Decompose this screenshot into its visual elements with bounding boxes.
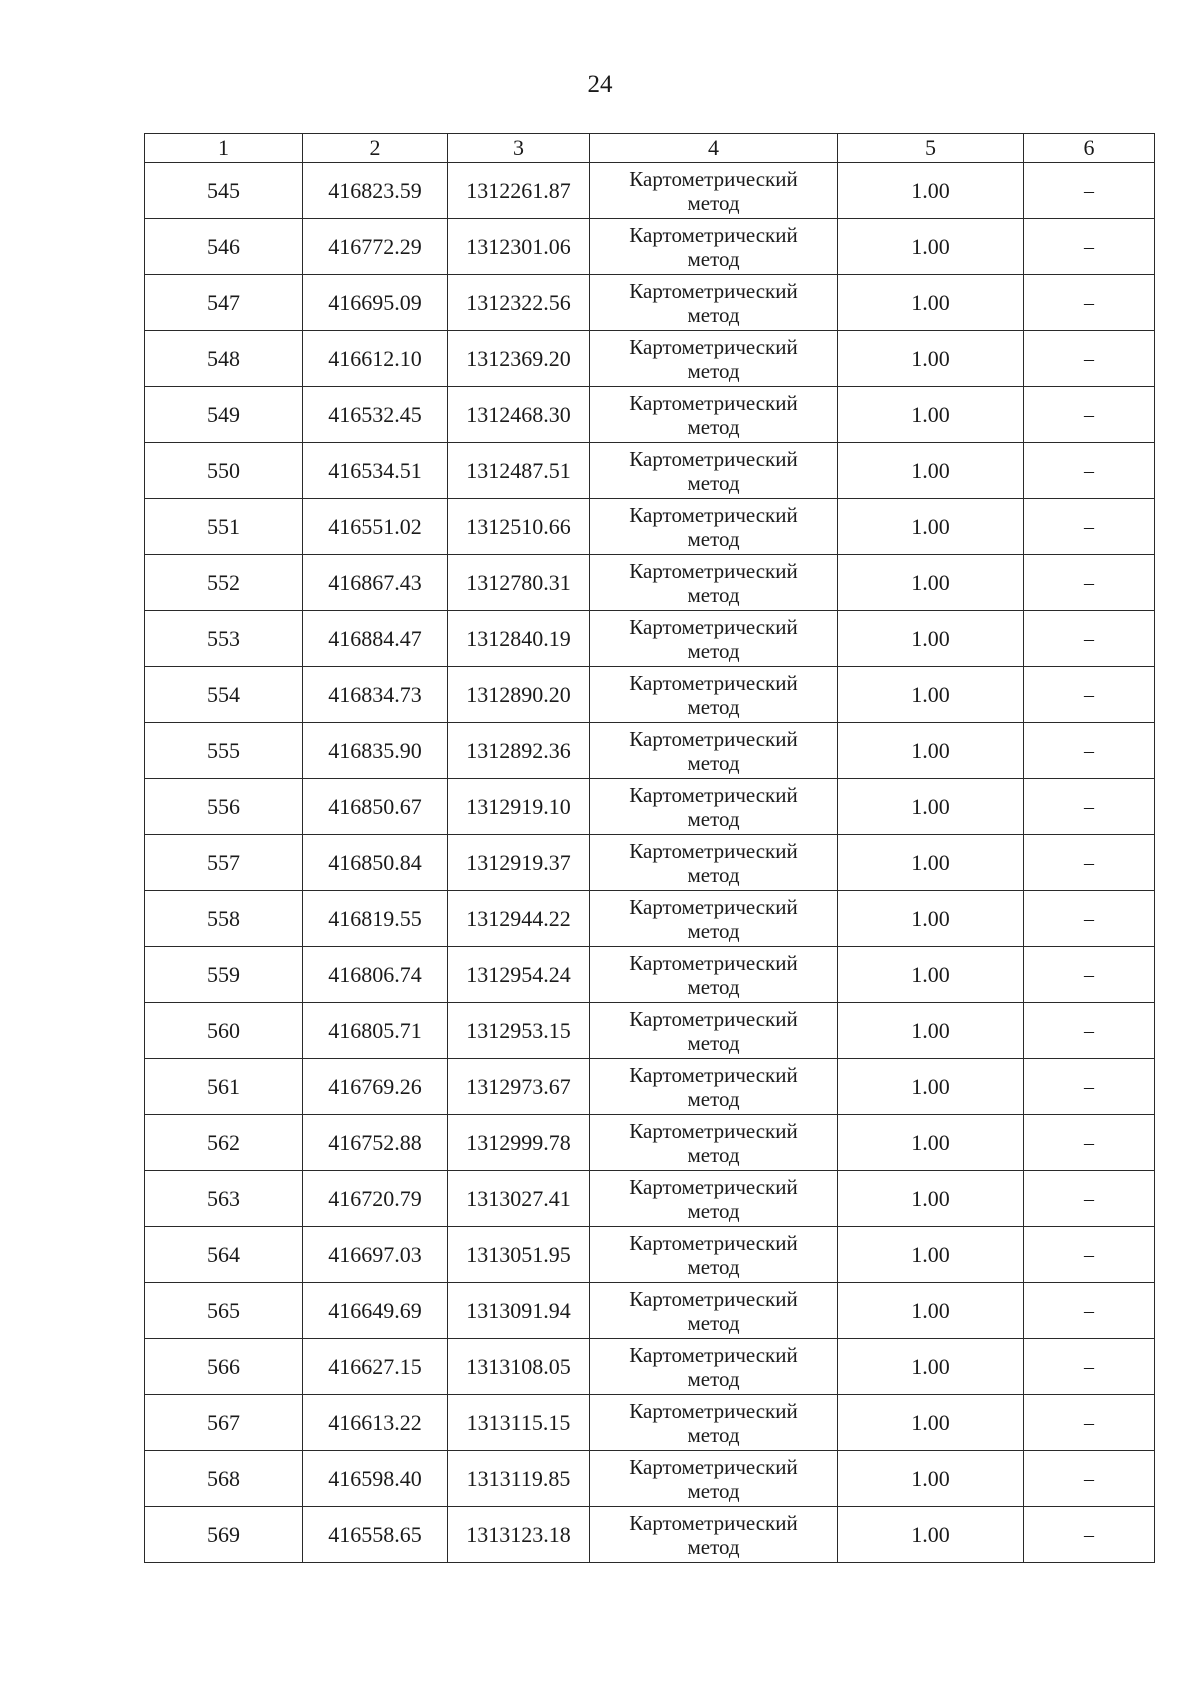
accuracy-cell: 1.00 [838,723,1024,779]
note-cell: – [1024,779,1155,835]
method-cell [590,1003,838,1059]
note-cell: – [1024,1283,1155,1339]
point-number-cell: 552 [145,555,303,611]
point-number-cell: 550 [145,443,303,499]
point-number-cell: 556 [145,779,303,835]
x-coordinate-cell: 416884.47 [303,611,448,667]
table-row [145,555,1155,611]
note-cell: – [1024,387,1155,443]
note-cell: – [1024,499,1155,555]
method-cell [590,555,838,611]
method-line-1: Картометрический [629,894,798,919]
x-coordinate-cell: 416649.69 [303,1283,448,1339]
x-coordinate-cell: 416805.71 [303,1003,448,1059]
method-cell [590,219,838,275]
method-line-1: Картометрический [629,1454,798,1479]
method-cell [590,1395,838,1451]
x-coordinate-cell: 416823.59 [303,163,448,219]
point-number-cell: 558 [145,891,303,947]
method-line-1: Картометрический [629,502,798,527]
note-cell: – [1024,1395,1155,1451]
method-line-1: Картометрический [629,558,798,583]
x-coordinate-cell: 416752.88 [303,1115,448,1171]
method-line-2: метод [687,1422,740,1447]
y-coordinate-cell: 1313119.85 [448,1451,590,1507]
point-number-cell: 560 [145,1003,303,1059]
note-cell: – [1024,1003,1155,1059]
note-cell: – [1024,443,1155,499]
accuracy-cell: 1.00 [838,331,1024,387]
y-coordinate-cell: 1313123.18 [448,1507,590,1563]
method-cell [590,331,838,387]
note-cell: – [1024,611,1155,667]
accuracy-cell: 1.00 [838,779,1024,835]
header-col-6: 6 [1024,134,1155,163]
method-line-2: метод [687,638,740,663]
method-cell [590,667,838,723]
point-number-cell: 551 [145,499,303,555]
method-line-2: метод [687,806,740,831]
method-line-1: Картометрический [629,446,798,471]
accuracy-cell: 1.00 [838,835,1024,891]
page-number: 24 [587,71,613,98]
method-cell [590,1507,838,1563]
accuracy-cell: 1.00 [838,275,1024,331]
x-coordinate-cell: 416835.90 [303,723,448,779]
accuracy-cell: 1.00 [838,891,1024,947]
method-line-2: метод [687,582,740,607]
note-cell: – [1024,1339,1155,1395]
note-cell: – [1024,947,1155,1003]
accuracy-cell: 1.00 [838,555,1024,611]
table-row [145,1283,1155,1339]
accuracy-cell: 1.00 [838,1283,1024,1339]
header-col-5: 5 [838,134,1024,163]
accuracy-cell: 1.00 [838,1115,1024,1171]
y-coordinate-cell: 1312487.51 [448,443,590,499]
accuracy-cell: 1.00 [838,1395,1024,1451]
point-number-cell: 554 [145,667,303,723]
x-coordinate-cell: 416613.22 [303,1395,448,1451]
table-row [145,1115,1155,1171]
point-number-cell: 545 [145,163,303,219]
method-cell [590,1451,838,1507]
point-number-cell: 559 [145,947,303,1003]
header-row [145,134,1155,163]
method-line-2: метод [687,470,740,495]
y-coordinate-cell: 1312840.19 [448,611,590,667]
table-row [145,387,1155,443]
table-row [145,1395,1155,1451]
table-row [145,275,1155,331]
note-cell: – [1024,219,1155,275]
method-line-2: метод [687,302,740,327]
table-header [145,134,1155,163]
point-number-cell: 548 [145,331,303,387]
x-coordinate-cell: 416551.02 [303,499,448,555]
table-row [145,1339,1155,1395]
note-cell: – [1024,163,1155,219]
y-coordinate-cell: 1312973.67 [448,1059,590,1115]
method-line-1: Картометрический [629,1398,798,1423]
method-line-2: метод [687,1142,740,1167]
x-coordinate-cell: 416769.26 [303,1059,448,1115]
method-line-1: Картометрический [629,670,798,695]
method-line-2: метод [687,526,740,551]
accuracy-cell: 1.00 [838,499,1024,555]
point-number-cell: 567 [145,1395,303,1451]
y-coordinate-cell: 1312510.66 [448,499,590,555]
method-line-1: Картометрический [629,166,798,191]
method-cell [590,1115,838,1171]
point-number-cell: 569 [145,1507,303,1563]
x-coordinate-cell: 416720.79 [303,1171,448,1227]
method-line-2: метод [687,414,740,439]
y-coordinate-cell: 1313027.41 [448,1171,590,1227]
method-line-1: Картометрический [629,278,798,303]
accuracy-cell: 1.00 [838,947,1024,1003]
note-cell: – [1024,1115,1155,1171]
method-line-1: Картометрический [629,390,798,415]
table-row [145,443,1155,499]
method-line-2: метод [687,246,740,271]
method-cell [590,443,838,499]
table-row [145,723,1155,779]
y-coordinate-cell: 1313115.15 [448,1395,590,1451]
point-number-cell: 566 [145,1339,303,1395]
y-coordinate-cell: 1312954.24 [448,947,590,1003]
x-coordinate-cell: 416806.74 [303,947,448,1003]
x-coordinate-cell: 416532.45 [303,387,448,443]
method-line-2: метод [687,1086,740,1111]
method-line-2: метод [687,358,740,383]
y-coordinate-cell: 1312322.56 [448,275,590,331]
point-number-cell: 563 [145,1171,303,1227]
table-row [145,1003,1155,1059]
x-coordinate-cell: 416850.67 [303,779,448,835]
method-line-1: Картометрический [629,1006,798,1031]
method-cell [590,499,838,555]
point-number-cell: 565 [145,1283,303,1339]
method-cell [590,1283,838,1339]
x-coordinate-cell: 416772.29 [303,219,448,275]
method-line-2: метод [687,1534,740,1559]
method-line-1: Картометрический [629,1286,798,1311]
method-line-2: метод [687,1198,740,1223]
header-col-2: 2 [303,134,448,163]
y-coordinate-cell: 1312369.20 [448,331,590,387]
table-row [145,163,1155,219]
x-coordinate-cell: 416867.43 [303,555,448,611]
accuracy-cell: 1.00 [838,1003,1024,1059]
x-coordinate-cell: 416834.73 [303,667,448,723]
point-number-cell: 546 [145,219,303,275]
method-line-1: Картометрический [629,222,798,247]
y-coordinate-cell: 1312890.20 [448,667,590,723]
y-coordinate-cell: 1312261.87 [448,163,590,219]
method-cell [590,1227,838,1283]
method-line-2: метод [687,1030,740,1055]
x-coordinate-cell: 416534.51 [303,443,448,499]
accuracy-cell: 1.00 [838,1451,1024,1507]
method-cell [590,835,838,891]
method-line-2: метод [687,694,740,719]
method-line-1: Картометрический [629,334,798,359]
y-coordinate-cell: 1312780.31 [448,555,590,611]
method-line-2: метод [687,1310,740,1335]
table-row [145,1171,1155,1227]
x-coordinate-cell: 416558.65 [303,1507,448,1563]
note-cell: – [1024,835,1155,891]
method-cell [590,611,838,667]
note-cell: – [1024,667,1155,723]
table-row [145,947,1155,1003]
method-line-2: метод [687,918,740,943]
method-cell [590,779,838,835]
y-coordinate-cell: 1312953.15 [448,1003,590,1059]
note-cell: – [1024,1451,1155,1507]
method-line-1: Картометрический [629,614,798,639]
header-col-1: 1 [145,134,303,163]
table-row [145,779,1155,835]
method-line-1: Картометрический [629,1230,798,1255]
method-line-1: Картометрический [629,838,798,863]
y-coordinate-cell: 1312999.78 [448,1115,590,1171]
accuracy-cell: 1.00 [838,1339,1024,1395]
table-body [145,163,1155,1563]
note-cell: – [1024,1227,1155,1283]
note-cell: – [1024,723,1155,779]
point-number-cell: 564 [145,1227,303,1283]
method-line-2: метод [687,862,740,887]
method-cell [590,947,838,1003]
table-row [145,1507,1155,1563]
accuracy-cell: 1.00 [838,1507,1024,1563]
method-line-2: метод [687,750,740,775]
method-cell [590,1339,838,1395]
note-cell: – [1024,275,1155,331]
method-line-2: метод [687,1366,740,1391]
accuracy-cell: 1.00 [838,611,1024,667]
point-number-cell: 557 [145,835,303,891]
method-cell [590,163,838,219]
header-col-3: 3 [448,134,590,163]
x-coordinate-cell: 416695.09 [303,275,448,331]
method-line-2: метод [687,974,740,999]
y-coordinate-cell: 1313091.94 [448,1283,590,1339]
x-coordinate-cell: 416612.10 [303,331,448,387]
table-row [145,331,1155,387]
note-cell: – [1024,555,1155,611]
point-number-cell: 555 [145,723,303,779]
header-col-4: 4 [590,134,838,163]
method-line-1: Картометрический [629,726,798,751]
method-line-1: Картометрический [629,1118,798,1143]
method-cell [590,1059,838,1115]
table-row [145,219,1155,275]
method-line-1: Картометрический [629,1342,798,1367]
method-cell [590,723,838,779]
coordinates-table [144,133,1155,1563]
point-number-cell: 561 [145,1059,303,1115]
accuracy-cell: 1.00 [838,163,1024,219]
y-coordinate-cell: 1313108.05 [448,1339,590,1395]
point-number-cell: 553 [145,611,303,667]
accuracy-cell: 1.00 [838,667,1024,723]
point-number-cell: 562 [145,1115,303,1171]
x-coordinate-cell: 416697.03 [303,1227,448,1283]
method-line-1: Картометрический [629,782,798,807]
table-row [145,835,1155,891]
method-cell [590,891,838,947]
y-coordinate-cell: 1312301.06 [448,219,590,275]
accuracy-cell: 1.00 [838,1059,1024,1115]
accuracy-cell: 1.00 [838,1171,1024,1227]
note-cell: – [1024,1059,1155,1115]
point-number-cell: 568 [145,1451,303,1507]
y-coordinate-cell: 1312919.37 [448,835,590,891]
method-line-2: метод [687,1254,740,1279]
method-line-1: Картометрический [629,1062,798,1087]
table-row [145,891,1155,947]
point-number-cell: 547 [145,275,303,331]
x-coordinate-cell: 416819.55 [303,891,448,947]
method-line-2: метод [687,190,740,215]
y-coordinate-cell: 1313051.95 [448,1227,590,1283]
note-cell: – [1024,1507,1155,1563]
y-coordinate-cell: 1312468.30 [448,387,590,443]
method-cell [590,1171,838,1227]
note-cell: – [1024,331,1155,387]
note-cell: – [1024,891,1155,947]
x-coordinate-cell: 416850.84 [303,835,448,891]
table-row [145,1451,1155,1507]
table-row [145,1059,1155,1115]
method-line-1: Картометрический [629,1174,798,1199]
point-number-cell: 549 [145,387,303,443]
x-coordinate-cell: 416598.40 [303,1451,448,1507]
method-line-1: Картометрический [629,950,798,975]
table-row [145,667,1155,723]
method-line-1: Картометрический [629,1510,798,1535]
accuracy-cell: 1.00 [838,387,1024,443]
table-row [145,499,1155,555]
y-coordinate-cell: 1312919.10 [448,779,590,835]
x-coordinate-cell: 416627.15 [303,1339,448,1395]
table-row [145,1227,1155,1283]
y-coordinate-cell: 1312892.36 [448,723,590,779]
accuracy-cell: 1.00 [838,1227,1024,1283]
accuracy-cell: 1.00 [838,443,1024,499]
table-row [145,611,1155,667]
note-cell: – [1024,1171,1155,1227]
accuracy-cell: 1.00 [838,219,1024,275]
method-line-2: метод [687,1478,740,1503]
method-cell [590,275,838,331]
method-cell [590,387,838,443]
y-coordinate-cell: 1312944.22 [448,891,590,947]
